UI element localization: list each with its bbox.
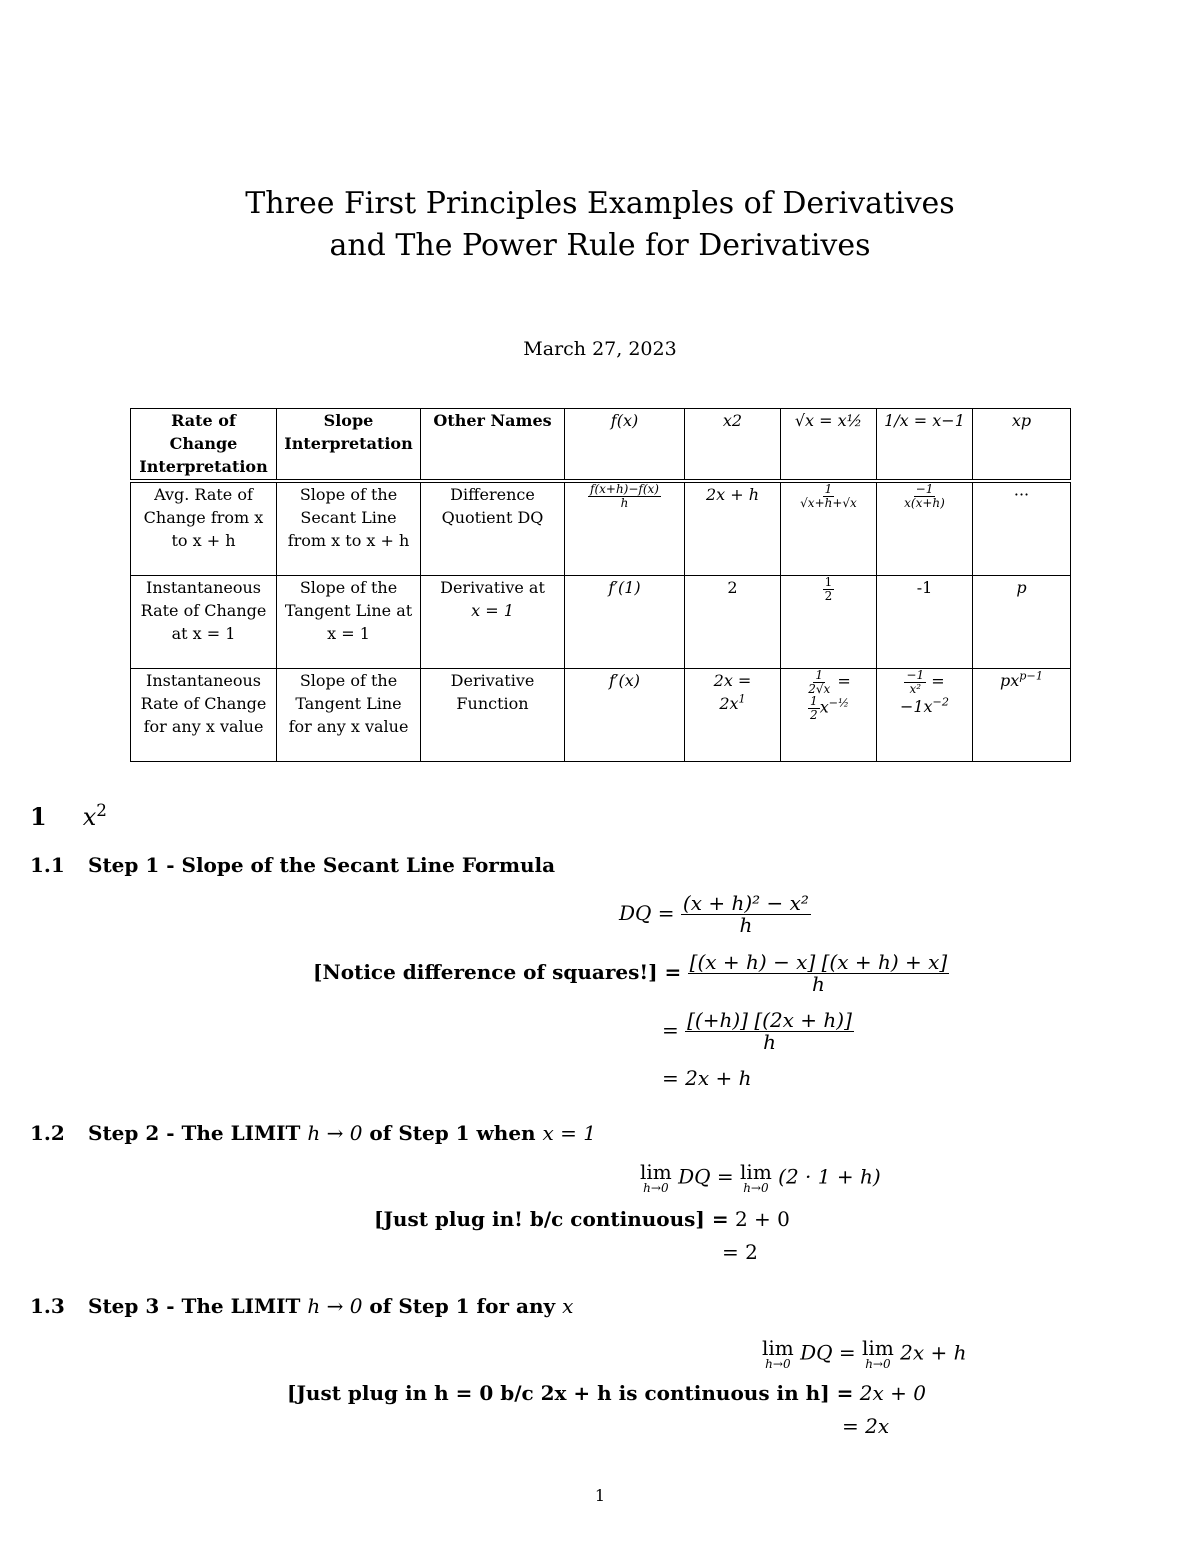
fraction-numerator: 1 — [824, 482, 833, 496]
fraction — [806, 669, 832, 695]
equation-note: [Just plug in h = 0 b/c 2x + h is continuous in h] = — [287, 1381, 854, 1405]
limit-label: lim — [740, 1160, 772, 1184]
limit-subscript: h→0 — [765, 1357, 791, 1371]
table-cell: f′(x) — [565, 669, 685, 762]
equation-note: [Just plug in! b/c continuous] = — [374, 1207, 729, 1231]
subsection-title: Step 2 - The LIMIT — [88, 1121, 308, 1145]
table-cell — [421, 481, 565, 576]
equation-rhs: 2x + h — [900, 1340, 967, 1365]
document-date: March 27, 2023 — [523, 338, 677, 360]
table-cell: Slope of the Secant Line from x to x + h — [277, 481, 421, 576]
table-cell: Instantaneous Rate of Change at x = 1 — [131, 576, 277, 669]
equation-line — [287, 1381, 926, 1405]
table-cell — [973, 669, 1071, 762]
section-heading — [30, 802, 107, 831]
fraction — [904, 669, 926, 695]
fraction-numerator: 1 — [824, 575, 833, 589]
subsection-title: of Step 1 when — [362, 1121, 543, 1145]
fraction-numerator: −1 — [906, 668, 925, 682]
table-header-cell: f(x) — [565, 409, 685, 482]
exponent: 1 — [738, 692, 746, 706]
table-cell-line: Function — [456, 694, 529, 713]
limit-subscript: h→0 — [643, 1181, 669, 1195]
fraction-denominator: 2√x — [808, 681, 831, 696]
page-number: 1 — [594, 1486, 606, 1505]
limit-operator — [862, 1338, 894, 1370]
table-cell: Slope of the Tangent Line at x = 1 — [277, 576, 421, 669]
exponent: p−1 — [1019, 669, 1043, 683]
table-header-cell: Rate of Change Interpretation — [131, 409, 277, 482]
title-line-1: Three First Principles Examples of Derivatives — [245, 186, 955, 221]
equation-line — [374, 1207, 790, 1231]
table-cell-line: 2x = — [713, 671, 752, 690]
equation-lhs: DQ = — [678, 1164, 734, 1189]
fraction-numerator: −1 — [915, 482, 934, 496]
base: −1x — [899, 697, 933, 717]
table-cell-line — [787, 695, 870, 721]
limit-subscript: h→0 — [743, 1181, 769, 1195]
limit-operator — [740, 1162, 772, 1194]
limit-subscript: h→0 — [865, 1357, 891, 1371]
table-cell: Avg. Rate of Change from x to x + h — [131, 481, 277, 576]
table-cell: ··· — [973, 481, 1071, 576]
table-header-cell: Other Names — [421, 409, 565, 482]
subsection-number: 1.1 — [30, 853, 65, 877]
table-cell: -1 — [877, 576, 973, 669]
exponent: −½ — [828, 696, 849, 710]
table-header-cell: 1/x = x−1 — [877, 409, 973, 482]
subsection-number: 1.2 — [30, 1121, 65, 1145]
subsection-title: Step 3 - The LIMIT — [88, 1294, 308, 1318]
fraction — [588, 483, 661, 509]
subsection-heading — [30, 1294, 573, 1318]
table-cell — [781, 481, 877, 576]
fraction — [902, 483, 947, 509]
table-cell: p — [973, 576, 1071, 669]
table-row — [131, 481, 1071, 576]
limit-label: lim — [762, 1336, 794, 1360]
table-cell — [781, 576, 877, 669]
equation-line — [662, 1010, 854, 1053]
table-cell: 2 — [685, 576, 781, 669]
table-cell-line: Difference — [450, 485, 535, 504]
fraction-denominator: h — [812, 972, 825, 996]
equation-result: = 2x — [842, 1414, 890, 1438]
fraction-numerator: 1 — [810, 694, 818, 709]
table-cell — [685, 669, 781, 762]
table-cell — [421, 669, 565, 762]
section-title: x — [82, 803, 97, 831]
fraction-denominator: h — [620, 495, 629, 510]
fraction-numerator: 1 — [815, 668, 824, 682]
table-cell-line — [691, 692, 774, 715]
fraction-denominator: h — [763, 1030, 776, 1054]
subsection-heading — [30, 853, 555, 877]
fraction-numerator: [(x + h) − x] [(x + h) + x] — [689, 950, 948, 974]
table-cell: Instantaneous Rate of Change for any x value — [131, 669, 277, 762]
subsection-number: 1.3 — [30, 1294, 65, 1318]
table-cell — [877, 481, 973, 576]
equation-result: = 2x + h — [662, 1066, 752, 1090]
table-header-cell: √x = x½ — [781, 409, 877, 482]
table-cell — [565, 481, 685, 576]
fraction — [685, 1010, 854, 1053]
fraction-numerator: f(x+h)−f(x) — [590, 482, 659, 496]
equation-lhs: DQ = — [800, 1340, 856, 1365]
table-cell-line: Quotient DQ — [441, 508, 544, 527]
subsection-title: of Step 1 for any — [362, 1294, 563, 1318]
title-line-2: and The Power Rule for Derivatives — [329, 228, 871, 263]
base: 2x — [719, 694, 739, 713]
table-header-cell: x2 — [685, 409, 781, 482]
fraction — [823, 576, 835, 602]
table-cell-line — [883, 695, 966, 718]
limit-label: lim — [862, 1336, 894, 1360]
base: x — [819, 697, 829, 717]
table-cell — [421, 576, 565, 669]
section-number: 1 — [30, 802, 47, 831]
fraction-denominator: x(x+h) — [904, 495, 945, 510]
fraction — [808, 695, 820, 721]
fraction-numerator: (x + h)² − x² — [682, 891, 809, 915]
table-header-cell: Slope Interpretation — [277, 409, 421, 482]
table-cell — [877, 669, 973, 762]
equation-line — [619, 893, 811, 936]
fraction — [798, 483, 859, 509]
table-row — [131, 576, 1071, 669]
table-header-cell: xp — [973, 409, 1071, 482]
table-cell — [781, 669, 877, 762]
table-cell-line — [883, 669, 966, 695]
document-title — [0, 183, 1200, 267]
limit-operator — [640, 1162, 672, 1194]
equation-line — [313, 952, 949, 995]
fraction — [681, 893, 811, 936]
table-cell-line: Derivative at — [440, 578, 545, 597]
table-cell-line — [787, 669, 870, 695]
table-cell: f′(1) — [565, 576, 685, 669]
fraction-denominator: x² — [909, 681, 922, 696]
fraction-denominator: h — [739, 913, 753, 937]
table-cell: Slope of the Tangent Line for any x value — [277, 669, 421, 762]
table-header-row — [131, 409, 1071, 482]
equation-note: [Notice difference of squares!] = — [313, 960, 682, 984]
exponent: 2 — [96, 800, 107, 820]
equation-rhs: (2 · 1 + h) — [778, 1164, 881, 1189]
derivatives-table — [130, 408, 1071, 762]
base: px — [1000, 671, 1020, 690]
equals-sign: = — [931, 671, 945, 691]
table-cell: 2x + h — [685, 481, 781, 576]
table-cell-line: x = 1 — [471, 601, 514, 620]
equation-step: 2x + 0 — [859, 1381, 926, 1405]
equation-result: = 2 — [722, 1240, 758, 1264]
table-row — [131, 669, 1071, 762]
subsection-title-math: x — [562, 1294, 574, 1318]
limit-label: lim — [640, 1160, 672, 1184]
fraction-denominator: √x+h+√x — [800, 495, 857, 510]
table-cell-line: Derivative — [450, 671, 535, 690]
equation-line — [762, 1338, 967, 1370]
fraction-numerator: [(+h)] [(2x + h)] — [687, 1008, 852, 1032]
subsection-title-math: x = 1 — [542, 1121, 597, 1145]
equals-sign: = — [837, 671, 851, 691]
subsection-title: Step 1 - Slope of the Secant Line Formula — [88, 853, 556, 877]
subsection-heading — [30, 1121, 596, 1145]
equation-step: 2 + 0 — [734, 1207, 790, 1231]
exponent: −2 — [932, 695, 950, 709]
subsection-title-math: h → 0 — [307, 1294, 363, 1318]
fraction — [688, 952, 950, 995]
equals-sign: = — [662, 1018, 679, 1042]
fraction-denominator: 2 — [824, 588, 833, 603]
equation-lhs: DQ = — [619, 901, 675, 925]
limit-operator — [762, 1338, 794, 1370]
equation-line — [640, 1162, 881, 1194]
subsection-title-math: h → 0 — [307, 1121, 363, 1145]
fraction-denominator: 2 — [810, 707, 818, 722]
